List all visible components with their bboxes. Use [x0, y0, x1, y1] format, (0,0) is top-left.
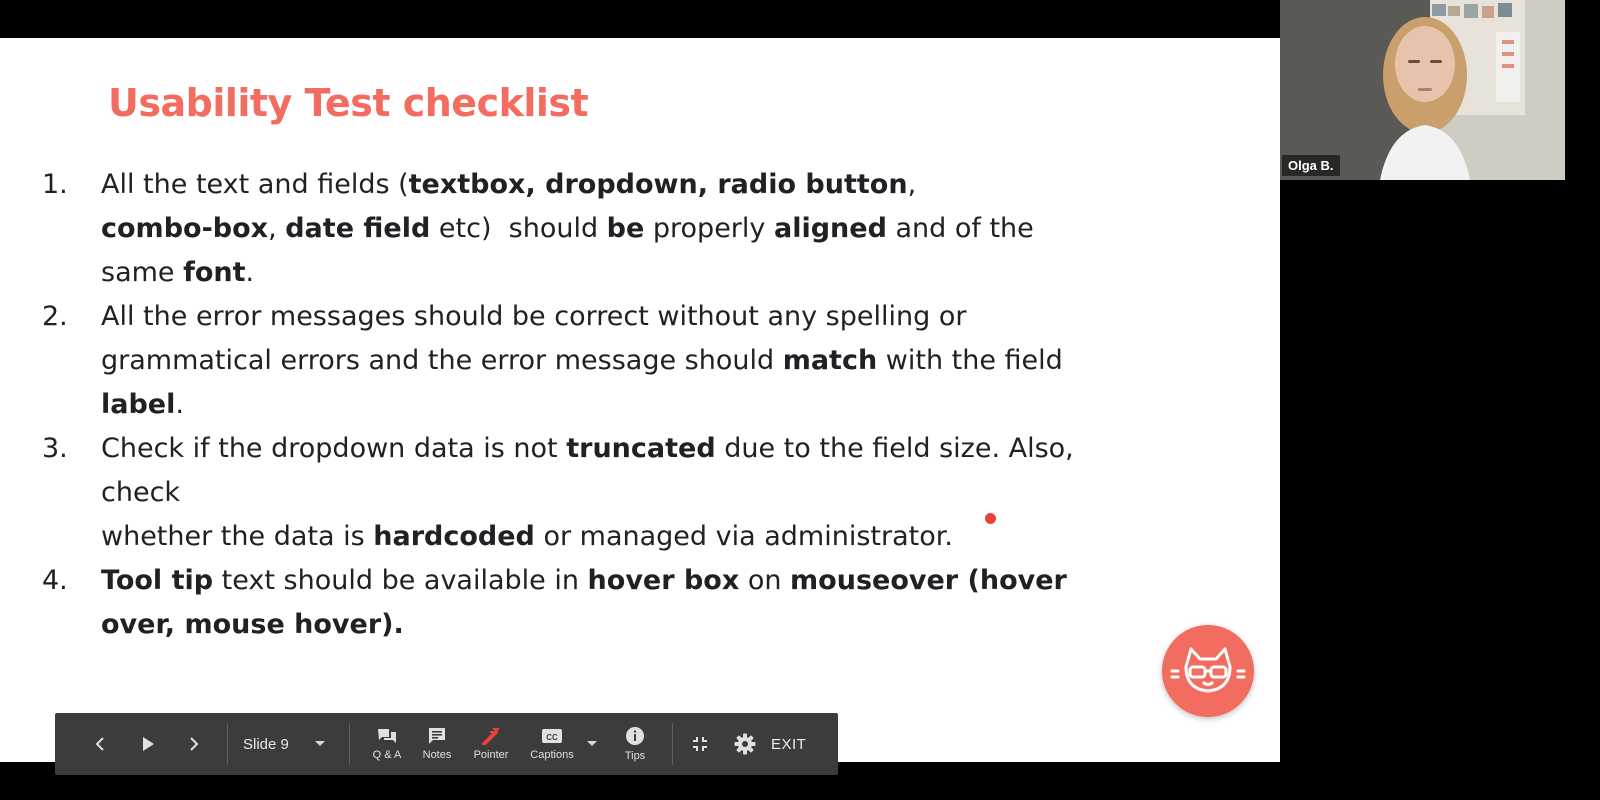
- captions-options-button[interactable]: [581, 713, 603, 775]
- dropdown-arrow-icon: [314, 740, 326, 748]
- chevron-left-icon: [93, 735, 107, 753]
- slide-selector[interactable]: [233, 713, 343, 775]
- item-text-line: [101, 383, 1200, 427]
- slide-selector-label: Slide 9: [243, 735, 289, 753]
- slide-title: Usability Test checklist: [108, 81, 589, 125]
- bold-text: mouseover (hover: [790, 565, 1067, 596]
- laser-pointer-icon: [481, 727, 501, 745]
- settings-button[interactable]: [723, 713, 767, 775]
- next-slide-button[interactable]: [179, 713, 209, 775]
- text: properly: [644, 213, 774, 244]
- item-text-line: [101, 559, 1200, 603]
- play-icon: [140, 735, 156, 753]
- gear-icon: [734, 733, 756, 755]
- captions-button[interactable]: [520, 713, 584, 775]
- bold-text: label: [101, 389, 176, 420]
- checklist-item: [0, 295, 1200, 427]
- video-frame-image: [1280, 0, 1565, 180]
- notes-icon: [427, 727, 447, 745]
- forum-icon: [377, 727, 397, 745]
- bold-text: textbox, dropdown, radio button: [408, 169, 908, 200]
- checklist-item: [0, 559, 1200, 647]
- bold-text: be: [606, 213, 645, 244]
- text: whether the data is: [101, 521, 374, 552]
- toolbar-divider: [672, 723, 673, 765]
- pointer-button[interactable]: [462, 713, 520, 775]
- item-text-line: [101, 515, 1200, 559]
- text: on: [739, 565, 791, 596]
- text: ,: [268, 213, 286, 244]
- play-button[interactable]: [133, 713, 163, 775]
- bold-text: Tool tip: [101, 565, 214, 596]
- text: check: [101, 477, 181, 508]
- item-text-line: [101, 339, 1200, 383]
- exit-button[interactable]: EXIT: [771, 735, 807, 753]
- text: text should be available in: [213, 565, 588, 596]
- text: due to the field size. Also,: [715, 433, 1074, 464]
- text: Check if the dropdown data is not: [101, 433, 567, 464]
- item-text-line: [101, 603, 1200, 647]
- previous-slide-button[interactable]: [85, 713, 115, 775]
- bold-text: date field: [285, 213, 431, 244]
- text: .: [245, 257, 255, 288]
- exit-fullscreen-button[interactable]: [675, 713, 725, 775]
- item-text-line: [101, 163, 1200, 207]
- notes-label: Notes: [422, 749, 452, 761]
- slideshow-toolbar: [55, 713, 838, 775]
- item-text-line: [101, 471, 1200, 515]
- text: and of the: [886, 213, 1034, 244]
- pointer-label: Pointer: [473, 749, 509, 761]
- text: etc) should: [430, 213, 607, 244]
- participant-name-label: Olga B.: [1282, 155, 1340, 176]
- closed-captions-icon: [541, 727, 563, 745]
- item-number: 2.: [42, 301, 68, 332]
- text: with the field: [877, 345, 1063, 376]
- text: All the error messages should be correct without any spelling or: [101, 301, 967, 332]
- notes-button[interactable]: [412, 713, 462, 775]
- participant-video: [1280, 0, 1565, 180]
- text: grammatical errors and the error message should: [101, 345, 783, 376]
- bold-text: font: [183, 257, 246, 288]
- qa-button[interactable]: [362, 713, 412, 775]
- checklist: [0, 163, 1200, 647]
- laser-pointer-dot: [985, 513, 996, 524]
- bold-text: aligned: [773, 213, 887, 244]
- text: .: [175, 389, 184, 420]
- info-icon: [625, 726, 645, 746]
- chevron-right-icon: [187, 735, 201, 753]
- qa-label: Q & A: [372, 749, 402, 761]
- svg-text:CC: CC: [546, 733, 558, 742]
- text: All the text and fields (: [101, 169, 409, 200]
- fullscreen-exit-icon: [691, 735, 709, 753]
- checklist-item: [0, 427, 1200, 559]
- captions-label: Captions: [530, 749, 574, 761]
- text: same: [101, 257, 184, 288]
- item-number: 1.: [42, 169, 68, 200]
- item-number: 3.: [42, 433, 68, 464]
- toolbar-divider: [227, 723, 228, 765]
- bold-text: match: [782, 345, 878, 376]
- item-text-line: [101, 295, 1200, 339]
- checklist-item: [0, 163, 1200, 295]
- cat-logo-icon: [1162, 625, 1254, 717]
- item-text-line: [101, 207, 1200, 251]
- presentation-slide: [0, 38, 1280, 762]
- bold-text: hardcoded: [373, 521, 535, 552]
- item-text-line: [101, 251, 1200, 295]
- bold-text: hover box: [587, 565, 740, 596]
- dropdown-arrow-icon: [586, 740, 598, 748]
- text: ,: [907, 169, 917, 200]
- bold-text: truncated: [566, 433, 716, 464]
- bold-text: over, mouse hover).: [101, 609, 404, 640]
- tips-label: Tips: [624, 750, 646, 762]
- tips-button[interactable]: [610, 713, 660, 775]
- toolbar-divider: [349, 723, 350, 765]
- text: or managed via administrator.: [534, 521, 953, 552]
- bold-text: combo-box: [101, 213, 269, 244]
- item-text-line: [101, 427, 1200, 471]
- item-number: 4.: [42, 565, 68, 596]
